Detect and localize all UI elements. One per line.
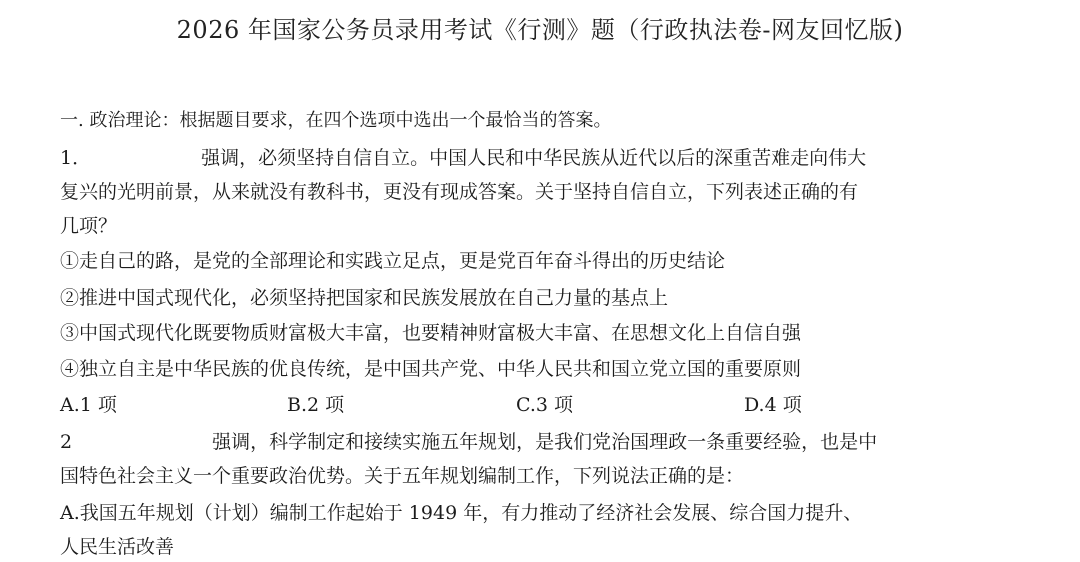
question-1-option-c: C.3 项: [516, 394, 574, 416]
question-1-statement-2: ②推进中国式现代化，必须坚持把国家和民族发展放在自己力量的基点上: [60, 287, 669, 309]
question-2-option-a-line-1: A.我国五年规划（计划）编制工作起始于 1949 年，有力推动了经济社会发展、综合国力提升、: [60, 502, 863, 524]
question-1-option-a: A.1 项: [60, 394, 117, 416]
question-2-option-a-line-2: 人民生活改善: [60, 536, 175, 558]
question-1-stem-line-2: 复兴的光明前景，从来就没有教科书，更没有现成答案。关于坚持自信自立，下列表述正确的有: [60, 181, 859, 203]
question-1-number: 1．: [60, 147, 92, 169]
question-2-stem-line-2: 国特色社会主义一个重要政治优势。关于五年规划编制工作，下列说法正确的是：: [60, 465, 745, 487]
question-1-stem-line-3: 几项？: [60, 215, 118, 237]
question-1-statement-3: ③中国式现代化既要物质财富极大丰富，也要精神财富极大丰富、在思想文化上自信自强: [60, 322, 802, 344]
question-2-number: 2: [60, 431, 73, 453]
question-1-option-d: D.4 项: [744, 394, 802, 416]
question-1-stem-line-1: [60, 143, 866, 173]
document-title: 2026 年国家公务员录用考试《行测》题（行政执法卷-网友回忆版): [176, 16, 904, 44]
question-2-stem-line-1: [60, 427, 877, 457]
question-1-option-b: B.2 项: [287, 394, 345, 416]
question-1-statement-4: ④独立自主是中华民族的优良传统，是中国共产党、中华人民共和国立党立国的重要原则: [60, 358, 802, 380]
question-2-stem-text: 强调，科学制定和接续实施五年规划，是我们党治国理政一条重要经验，也是中: [212, 431, 878, 453]
question-1-statement-1: ①走自己的路，是党的全部理论和实践立足点，更是党百年奋斗得出的历史结论: [60, 250, 726, 272]
section-heading: 一. 政治理论：根据题目要求，在四个选项中选出一个最恰当的答案。: [60, 110, 612, 131]
question-1-stem-text: 强调，必须坚持自信自立。中国人民和中华民族从近代以后的深重苦难走向伟大: [201, 147, 867, 169]
